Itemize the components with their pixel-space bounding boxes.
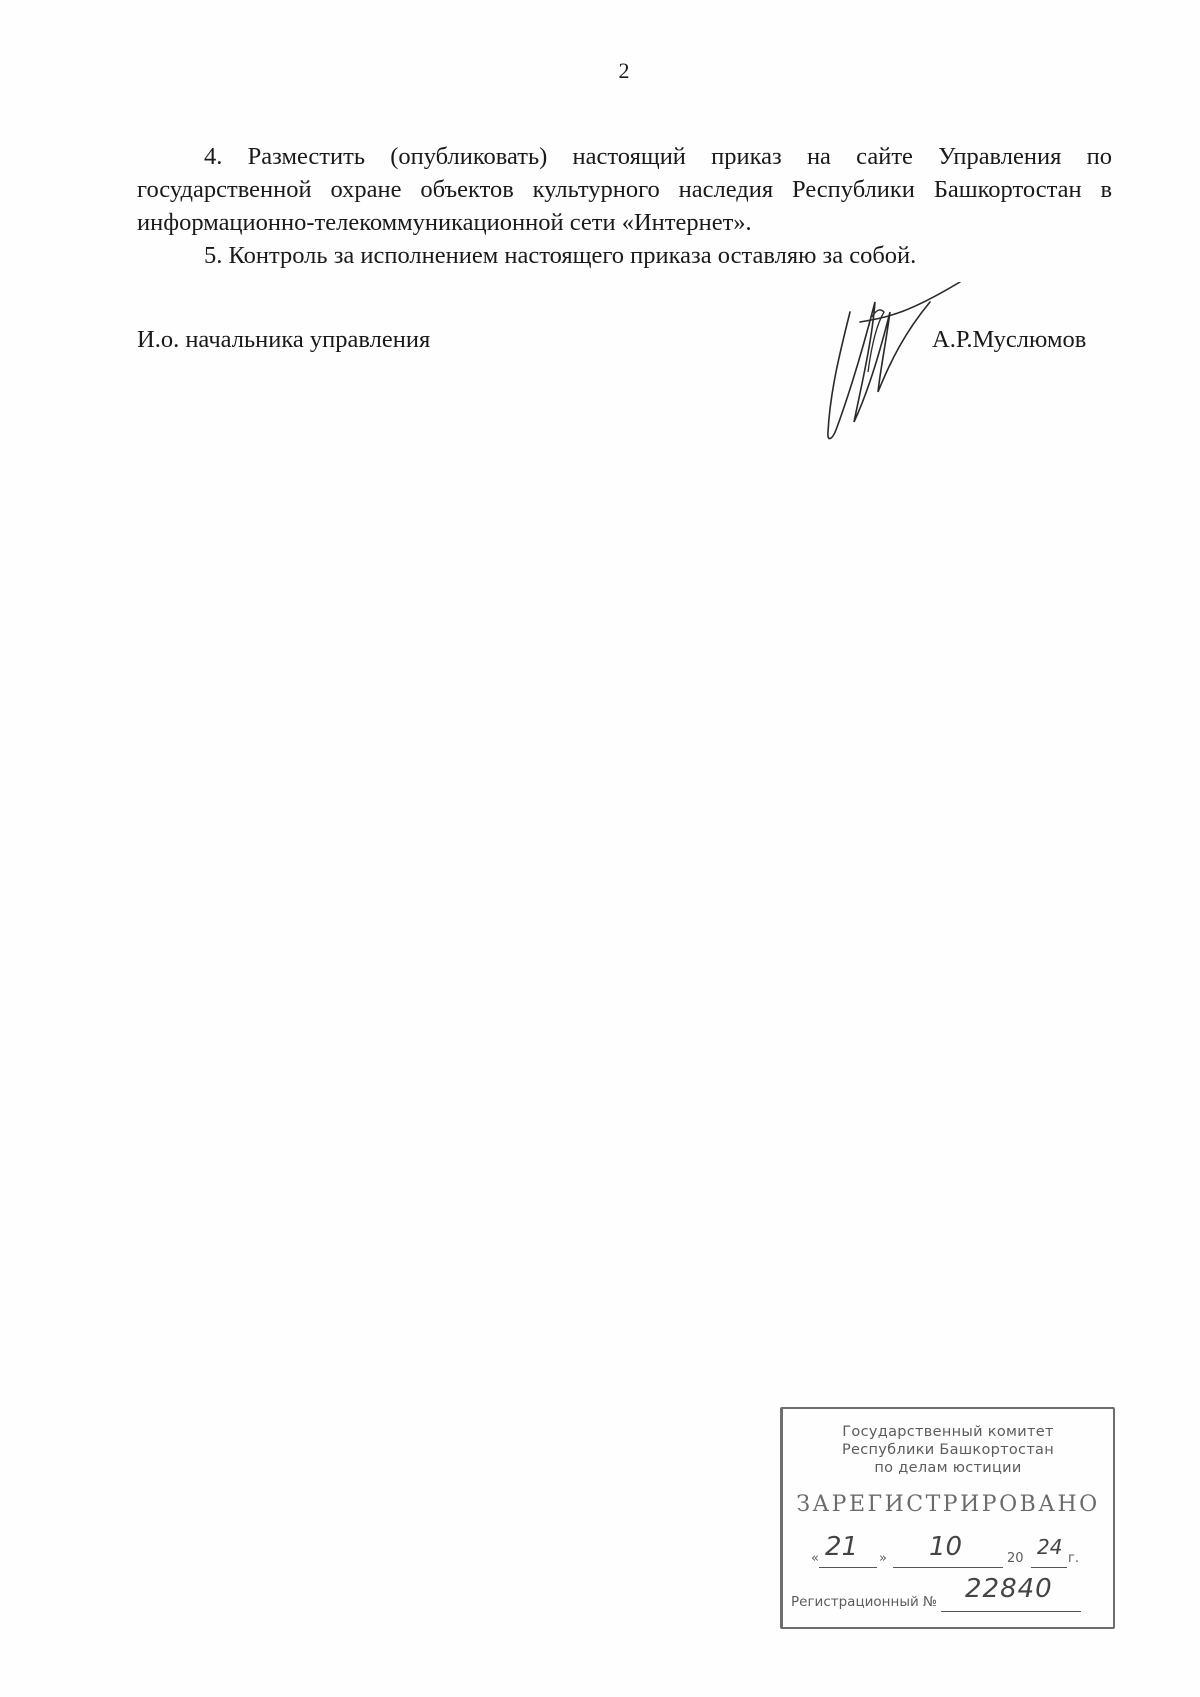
year-underline: [1031, 1567, 1067, 1568]
registration-stamp: [780, 1407, 1115, 1629]
stamp-org-line: Государственный комитет: [842, 1424, 1054, 1440]
body-text: [137, 140, 1112, 272]
stamp-title: ЗАРЕГИСТРИРОВАНО: [796, 1492, 1100, 1517]
day-underline: [819, 1567, 877, 1568]
paragraph-4-part1: 4. Разместить (опубликовать) настоящий приказ на сайте Управления по государственной охране объектов культурного наследия Республики: [137, 143, 1112, 203]
paragraph-4-part2: Башкортостан в информационно-телекоммуникационной сети «Интернет».: [137, 176, 1113, 236]
registration-label: Регистрационный №: [791, 1594, 938, 1610]
signatory-name: А.Р.Муслюмов: [932, 326, 1087, 353]
stamp-year: 24: [1037, 1535, 1063, 1559]
paragraph-4: [137, 140, 1112, 239]
stamp-day: 21: [825, 1532, 859, 1562]
year-prefix: 20: [1007, 1551, 1024, 1566]
stamp-org-line: Республики Башкортостан: [841, 1442, 1055, 1458]
stamp-org-line: по делам юстиции: [874, 1460, 1022, 1476]
date-close-quote: »: [879, 1551, 887, 1566]
registration-number: 22840: [965, 1574, 1053, 1604]
month-underline: [893, 1567, 1003, 1568]
stamp-organization: [783, 1423, 1113, 1477]
stamp-date: [811, 1529, 1101, 1569]
signatory-position: И.о. начальника управления: [137, 326, 431, 353]
handwritten-signature: [820, 282, 980, 452]
date-open-quote: «: [811, 1551, 819, 1566]
registration-underline: [941, 1611, 1081, 1612]
paragraph-5: 5. Контроль за исполнением настоящего приказа оставляю за собой.: [204, 242, 917, 269]
page-number: 2: [618, 58, 630, 83]
stamp-month: 10: [929, 1532, 963, 1562]
year-mark: г.: [1068, 1551, 1079, 1566]
